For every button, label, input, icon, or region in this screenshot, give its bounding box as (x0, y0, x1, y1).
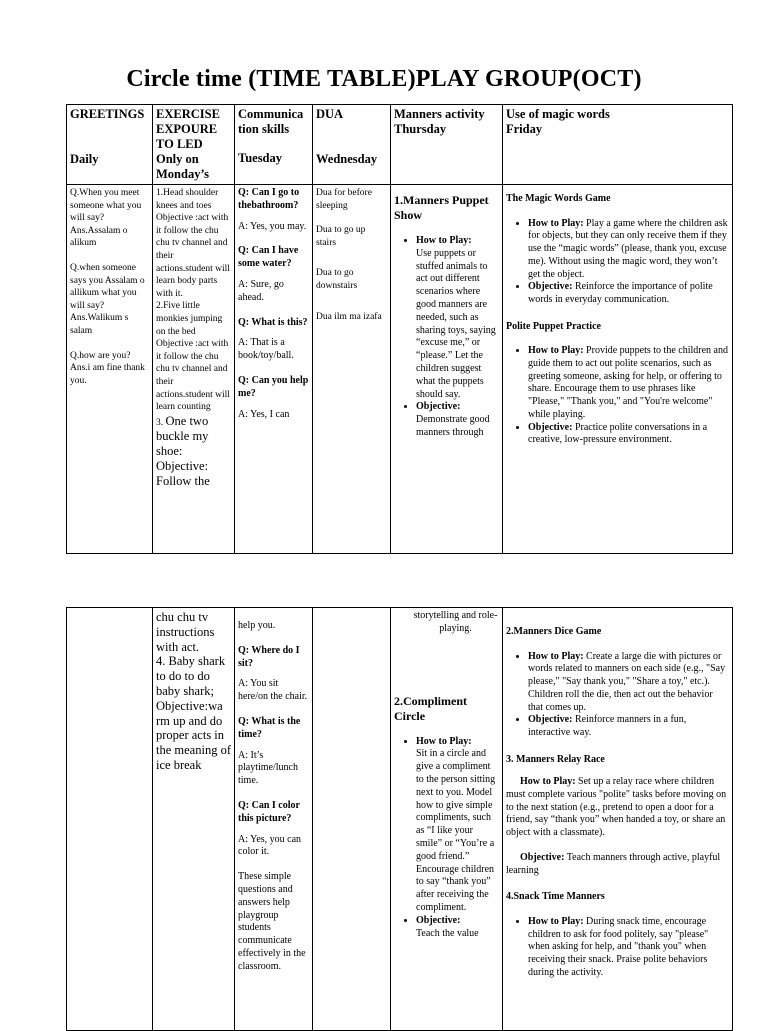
dua-item: Dua ilm ma izafa (316, 311, 382, 322)
objective-text: Reinforce the importance of polite words in everyday communication. (528, 281, 713, 305)
header-manners (391, 105, 503, 185)
list-item (528, 714, 729, 739)
comm-answer: A: Sure, go ahead. (238, 278, 284, 303)
comm-answer: A: That is a book/toy/ball. (238, 337, 294, 362)
header-label: Communica tion skills (238, 107, 304, 136)
label-objective: Objective: (520, 851, 565, 863)
howto-text: Set up a relay race where children must complete various "polite" tasks before moving on to the next station (e.g., pretend to open a door for a friend, say “thank you” when handed a toy, or share an object with a classmate). (506, 776, 727, 839)
list-item (416, 235, 499, 401)
timetable-page-1 (66, 104, 733, 554)
content-row (67, 608, 733, 1031)
header-label: Use of magic words (506, 107, 610, 121)
communication-cell (235, 185, 313, 554)
header-day: Thursday (394, 122, 447, 136)
label-objective: Objective: (528, 421, 573, 433)
manners-heading: 1.Manners Puppet Show (394, 193, 489, 222)
header-label: GREETINGS (70, 107, 145, 121)
page-title: Circle time (TIME TABLE)PLAY GROUP(OCT) (126, 66, 642, 92)
header-greetings (67, 105, 153, 185)
comm-answer: A: Yes, you can color it. (238, 833, 302, 858)
list-item (416, 401, 499, 439)
howto-text: Use puppets or stuffed animals to act out different scenarios where good manners are needed, such as sharing toys, saying “excuse me,” or “please.” Let the children suggest what the puppets should say. (416, 247, 496, 400)
dua-cell (313, 608, 391, 1031)
label-objective: Objective: (528, 281, 573, 293)
header-label: EXERCISE EXPOURE TO LED (156, 107, 220, 151)
exercise-cell (153, 608, 235, 1031)
communication-cell (235, 608, 313, 1031)
exercise-number: 3. (156, 417, 166, 428)
header-dua (313, 105, 391, 185)
exercise-item: 2.Five little monkies jumping on the bed Objective :act with it follow the chu chu tv channel and their actions.student will learn counting (156, 301, 230, 413)
greeting-question: Q.when someone says you Assalam o allikum what you will say? (70, 262, 145, 311)
comm-question: Q: What is this? (238, 316, 308, 328)
comm-question: Q: Can I have some water? (238, 245, 299, 270)
list-item (416, 736, 499, 915)
objective-text: Practice polite conversations in a creative, low-pressure environment. (528, 421, 708, 446)
comm-question: Q: Can you help me? (238, 374, 309, 399)
objective-text: Demonstrate good manners through (416, 414, 490, 438)
header-day: Tuesday (238, 151, 283, 165)
game-heading: 4.Snack Time Manners (506, 891, 605, 903)
label-how-to-play: How to Play: (528, 650, 584, 662)
exercise-cell (153, 185, 235, 554)
game-heading: The Magic Words Game (506, 193, 611, 204)
game-heading: Polite Puppet Practice (506, 320, 601, 332)
comm-note: These simple questions and answers help playgroup students communicate effectively in the classroom. (238, 871, 306, 972)
greeting-answer: Ans.Walikum s salam (70, 313, 129, 336)
greetings-cell (67, 608, 153, 1031)
exercise-item: chu chu tv instructions with act. (156, 610, 215, 654)
header-exercise (153, 105, 235, 185)
comm-answer: A: It’s playtime/lunch time. (238, 749, 298, 787)
comm-answer: A: Yes, you may. (238, 220, 307, 232)
objective-text: storytelling and role-playing. (413, 610, 498, 634)
manners-cell (391, 608, 503, 1031)
comm-answer: help you. (238, 620, 276, 631)
label-how-to-play: How to Play: (416, 235, 472, 246)
exercise-item: 4. Baby shark to do to do baby shark; Objective:wa rm up and do proper acts in the meaning of ice break (156, 654, 231, 772)
magic-words-cell (503, 185, 733, 554)
header-label: Manners activity (394, 107, 485, 121)
greeting-question: Q.When you meet someone what you will say? (70, 188, 142, 224)
label-how-to-play: How to Play: (520, 776, 576, 788)
label-objective: Objective: (416, 401, 461, 413)
header-row (67, 105, 733, 185)
timetable-page-2 (66, 607, 733, 1031)
comm-question: Q: Can I go to thebathroom? (238, 187, 300, 211)
objective-text: Teach manners through active, playful learning (506, 851, 721, 876)
header-label: DUA (316, 107, 344, 121)
objective-text: Teach the value (416, 927, 479, 939)
list-item (416, 915, 499, 941)
greetings-cell (67, 185, 153, 554)
list-item (528, 218, 729, 282)
header-day: Daily (70, 152, 99, 166)
dua-cell (313, 185, 391, 554)
list-item (528, 281, 729, 306)
label-objective: Objective: (528, 714, 573, 726)
dua-item: Dua for before sleeping (316, 188, 372, 211)
manners-heading: 2.Compliment Circle (394, 693, 467, 723)
label-how-to-play: How to Play: (416, 735, 472, 747)
game-heading: 2.Manners Dice Game (506, 626, 602, 637)
list-item (528, 422, 729, 447)
greeting-answer: Ans.Assalam o alikum (70, 225, 128, 249)
content-row (67, 185, 733, 554)
comm-answer: A: You sit here/on the chair. (238, 678, 308, 703)
comm-question: Q: What is the time? (238, 715, 301, 740)
comm-answer: A: Yes, I can (238, 408, 290, 420)
list-item (528, 916, 729, 980)
manners-cell (391, 185, 503, 554)
comm-question: Q: Can I color this picture? (238, 799, 300, 824)
label-how-to-play: How to Play: (528, 217, 584, 229)
howto-text: Play a game where the children ask for objects, but they can only receive them if they use the “magic words” (please, thank you, excuse me). Without using the magic word, they won’t get the object. (528, 217, 728, 280)
comm-question: Q: Where do I sit? (238, 644, 300, 669)
greeting-answer: Ans.i am fine thank you. (70, 363, 145, 386)
header-day: Only on Monday’s (156, 152, 210, 181)
dua-item: Dua to go up stairs (316, 225, 366, 248)
header-day: Wednesday (316, 152, 378, 166)
dua-item: Dua to go downstairs (316, 268, 358, 291)
howto-text: During snack time, encourage children to ask for food politely, say "please" when asking for help, and "thank you" when receiving their snack. Praise polite behaviors during the activity. (528, 915, 709, 978)
list-item (528, 345, 729, 421)
magic-words-cell (503, 608, 733, 1031)
label-objective: Objective: (416, 914, 461, 926)
exercise-item: 1.Head shoulder knees and toes Objective :act with it follow the chu chu tv channel and their actions.student will learn body parts with it. (156, 188, 230, 299)
objective-text: Reinforce manners in a fun, interactive way. (528, 714, 687, 738)
howto-text: Provide puppets to the children and guide them to act out polite scenarios, such as greeting someone, asking for help, or offering to share. Encourage them to use phrases like "Please," "Thank you," and "You're welcome" while playing. (528, 345, 728, 420)
label-how-to-play: How to Play: (528, 345, 584, 357)
exercise-item: One two buckle my shoe: Objective: Follow the (156, 413, 210, 488)
howto-text: Sit in a circle and give a compliment to the person sitting next to you. Model how to give simple compliments, such as “I like your smile” or “You’re a good friend.” Encourage children to say “thank you” after receiving the compliment. (416, 748, 496, 913)
greeting-question: Q.how are you? (70, 350, 131, 361)
list-item (528, 651, 729, 715)
game-heading: 3. Manners Relay Race (506, 753, 605, 765)
header-day: Friday (506, 122, 543, 136)
label-how-to-play: How to Play: (528, 915, 584, 927)
header-magic-words (503, 105, 733, 185)
howto-text: Create a large die with pictures or words related to manners on each side (e.g., "Say please," "Say thank you," "Share a toy," etc.). Children roll the die, then act out the behavior that comes up. (528, 650, 726, 713)
header-communication (235, 105, 313, 185)
